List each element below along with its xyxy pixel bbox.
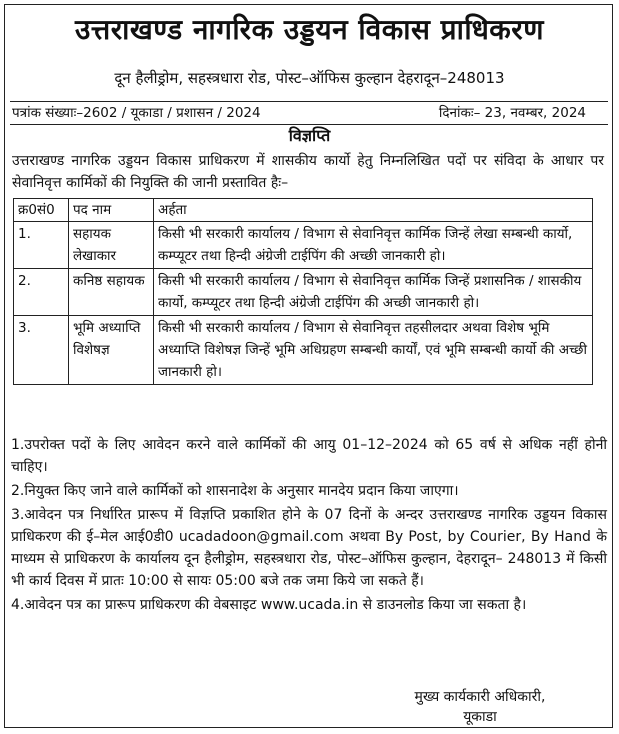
signatory-designation: मुख्य कार्यकारी अधिकारी, — [414, 689, 546, 705]
row-post: सहायक लेखाकार — [69, 222, 154, 269]
condition-item: 3.आवेदन पत्र निर्धारित प्रारूप में विज्ञप्ति प्रकाशित होने के 07 दिनों के अन्दर उत्तराखण्ड नागरिक उड्डयन विकास प्राधिकरण की ई–मेल आई0डी0 ucadadoon@gmail.com अथवा By Post, by Courier, By Hand के माध्यम से प्राधिकरण के कार्यालय दून हैलीड्रोम, सहस्त्रधारा रोड, पोस्ट–ऑफिस कुल्हान, देहरादून– 248013 में किसी भी कार्य दिवस में प्रातः 10:00 से सायः 05:00 बजे तक जमा किये जा सकते हैं। — [11, 507, 607, 589]
letter-number: पत्रांक संख्याः–2602 / यूकाडा / प्रशासन / 2024 — [12, 105, 261, 121]
posts-table — [13, 198, 593, 385]
header-qualification: अर्हता — [154, 199, 593, 222]
table-row — [14, 316, 593, 385]
table-header-row — [14, 199, 593, 222]
reference-row — [10, 101, 608, 125]
row-qualification: किसी भी सरकारी कार्यालय / विभाग से सेवानिवृत्त कार्मिक जिन्हें लेखा सम्बन्धी कार्यो, कम्प्यूटर तथा हिन्दी अंग्रेजी टाईपिंग की अच्छी जानकारी हो। — [154, 222, 593, 269]
org-address: दून हैलीड्रोम, सहस्त्रधारा रोड, पोस्ट–ऑफिस कुल्हान देहरादून–248013 — [114, 69, 505, 87]
condition-item: 1.उपरोक्त पदों के लिए आवेदन करने वाले कार्मिकों की आयु 01–12–2024 को 65 वर्ष से अधिक नहीं होनी चाहिए। — [11, 437, 607, 475]
row-post: भूमि अध्याप्ति विशेषज्ञ — [69, 316, 154, 385]
signature-block — [390, 687, 570, 727]
table-row — [14, 269, 593, 316]
org-title: उत्तराखण्ड नागरिक उड्डयन विकास प्राधिकरण — [75, 13, 544, 46]
condition-item: 2.नियुक्त किए जाने वाले कार्मिकों को शासनादेश के अनुसार मानदेय प्रदान किया जाएगा। — [11, 483, 459, 499]
notice-intro: उत्तराखण्ड नागरिक उड्डयन विकास प्राधिकरण में शासकीय कार्यो हेतु निम्नलिखित पदों पर संविदा के आधार पर सेवानिवृत्त कार्मिकों की नियुक्ति की जानी प्रस्तावित हैः– — [12, 153, 604, 191]
row-qualification: किसी भी सरकारी कार्यालय / विभाग से सेवानिवृत्त तहसीलदार अथवा विशेष भूमि अध्याप्ति विशेषज्ञ जिन्हें भूमि अधिग्रहण सम्बन्धी कार्यों, एवं भूमि सम्बन्धी कार्यो की अच्छी जानकारी हो। — [154, 316, 593, 385]
header-serial: क्र0सं0 — [14, 199, 69, 222]
letter-date: दिनांकः– 23, नवम्बर, 2024 — [438, 105, 586, 121]
row-serial: 1. — [14, 222, 69, 269]
row-serial: 2. — [14, 269, 69, 316]
row-post: कनिष्ठ सहायक — [69, 269, 154, 316]
row-qualification: किसी भी सरकारी कार्यालय / विभाग से सेवानिवृत्त कार्मिक जिन्हें प्रशासनिक / शासकीय कार्यो, कम्प्यूटर तथा हिन्दी अंग्रेजी टाईपिंग की अच्छी जानकारी हो। — [154, 269, 593, 316]
conditions-list — [11, 434, 607, 618]
row-serial: 3. — [14, 316, 69, 385]
signatory-org: यूकाडा — [463, 709, 497, 725]
condition-item: 4.आवेदन पत्र का प्रारूप प्राधिकरण की वेबसाइट www.ucada.in से डाउनलोड किया जा सकता है। — [11, 597, 527, 613]
notice-heading: विज्ञप्ति — [288, 126, 331, 145]
header-post: पद नाम — [69, 199, 154, 222]
table-row — [14, 222, 593, 269]
